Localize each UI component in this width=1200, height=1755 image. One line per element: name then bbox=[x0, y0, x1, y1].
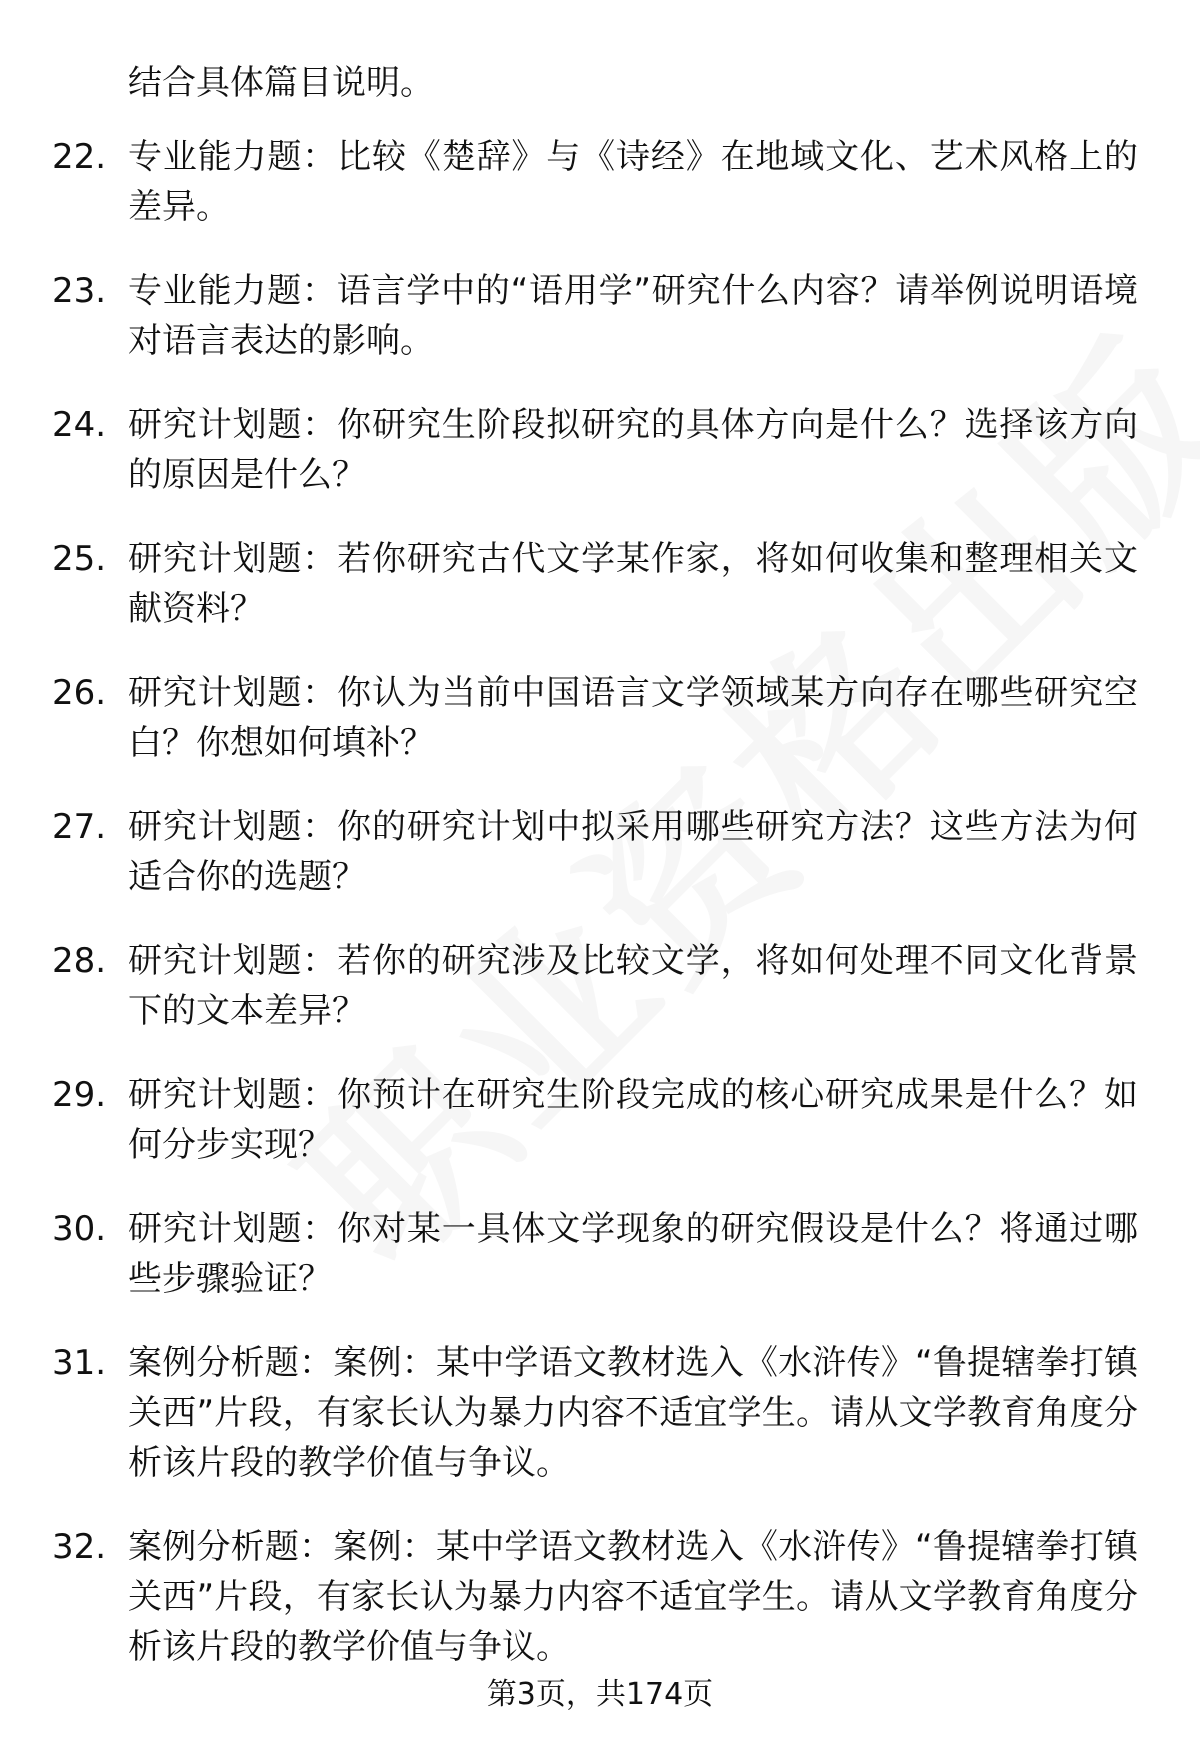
question-number: 26. bbox=[52, 673, 107, 713]
question-item bbox=[0, 1522, 1200, 1668]
question-number: 31. bbox=[52, 1343, 107, 1383]
question-list bbox=[0, 132, 1200, 1706]
question-text: 研究计划题：你对某一具体文学现象的研究假设是什么？将通过哪些步骤验证？ bbox=[128, 1209, 1138, 1299]
question-item bbox=[0, 132, 1200, 228]
question-text: 研究计划题：你认为当前中国语言文学领域某方向存在哪些研究空白？你想如何填补？ bbox=[128, 673, 1138, 763]
question-item bbox=[0, 668, 1200, 764]
question-item bbox=[0, 1338, 1200, 1484]
question-item bbox=[0, 400, 1200, 496]
question-number: 23. bbox=[52, 271, 107, 311]
question-number: 28. bbox=[52, 941, 107, 981]
page-footer: 第3页，共174页 bbox=[486, 1677, 714, 1712]
question-text: 研究计划题：若你的研究涉及比较文学，将如何处理不同文化背景下的文本差异？ bbox=[128, 941, 1138, 1031]
question-number: 27. bbox=[52, 807, 107, 847]
question-item bbox=[0, 534, 1200, 630]
question-text: 研究计划题：你预计在研究生阶段完成的核心研究成果是什么？如何分步实现？ bbox=[128, 1075, 1138, 1165]
question-item bbox=[0, 1070, 1200, 1166]
question-text: 案例分析题：案例：某中学语文教材选入《水浒传》“鲁提辖拳打镇关西”片段，有家长认为暴力内容不适宜学生。请从文学教育角度分析该片段的教学价值与争议。 bbox=[128, 1527, 1138, 1667]
question-number: 24. bbox=[52, 405, 107, 445]
question-number: 25. bbox=[52, 539, 107, 579]
question-text: 案例分析题：案例：某中学语文教材选入《水浒传》“鲁提辖拳打镇关西”片段，有家长认为暴力内容不适宜学生。请从文学教育角度分析该片段的教学价值与争议。 bbox=[128, 1343, 1138, 1483]
question-item bbox=[0, 1204, 1200, 1300]
question-text: 专业能力题：语言学中的“语用学”研究什么内容？请举例说明语境对语言表达的影响。 bbox=[128, 271, 1138, 361]
question-number: 22. bbox=[52, 137, 107, 177]
question-item bbox=[0, 802, 1200, 898]
question-item bbox=[0, 936, 1200, 1032]
question-text: 专业能力题：比较《楚辞》与《诗经》在地域文化、艺术风格上的差异。 bbox=[128, 137, 1138, 227]
question-text: 研究计划题：你的研究计划中拟采用哪些研究方法？这些方法为何适合你的选题？ bbox=[128, 807, 1138, 897]
question-text: 研究计划题：你研究生阶段拟研究的具体方向是什么？选择该方向的原因是什么？ bbox=[128, 405, 1138, 495]
question-number: 29. bbox=[52, 1075, 107, 1115]
question-number: 30. bbox=[52, 1209, 107, 1249]
question-text: 研究计划题：若你研究古代文学某作家，将如何收集和整理相关文献资料？ bbox=[128, 539, 1138, 629]
question-item bbox=[0, 266, 1200, 362]
question-number: 32. bbox=[52, 1527, 107, 1567]
continuation-text: 结合具体篇目说明。 bbox=[128, 63, 434, 103]
